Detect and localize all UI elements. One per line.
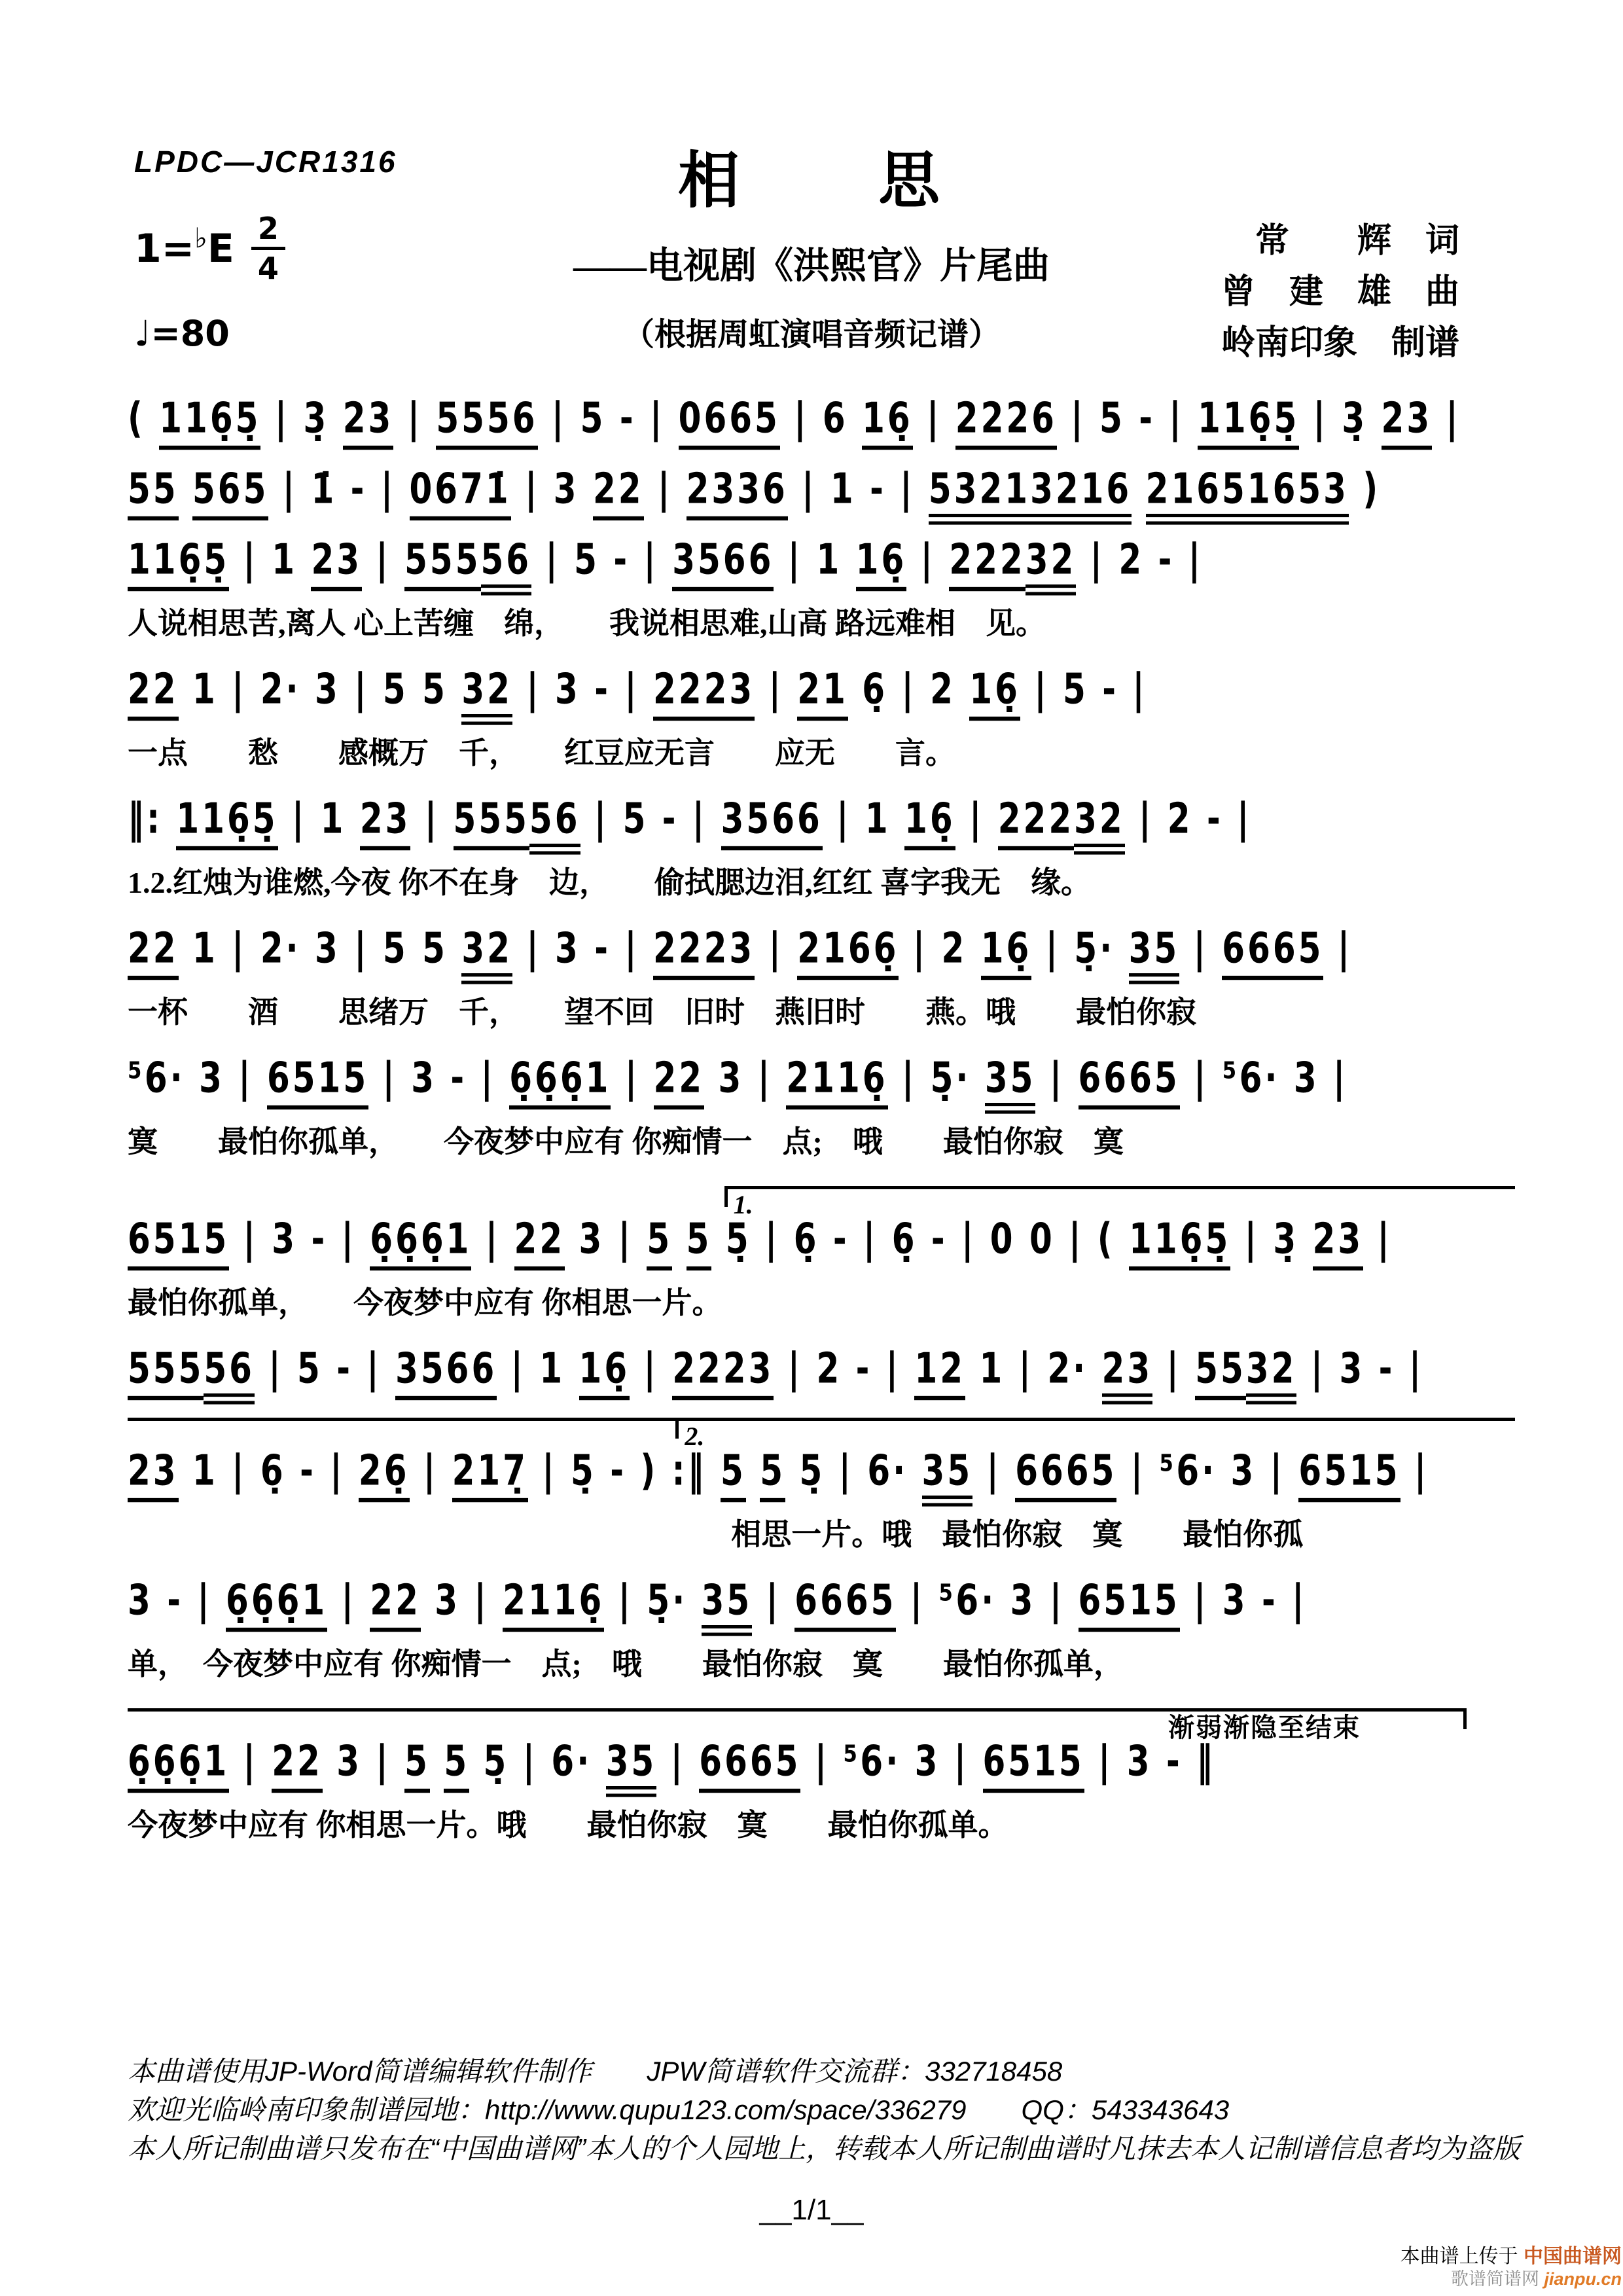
music-system-1 [128, 391, 1515, 448]
music-system-7 [128, 1051, 1515, 1166]
watermark [1400, 2244, 1622, 2291]
lyrics-line-5: 1.2.红烛为谁燃,今夜 你不在身 边， 偷拭腮边泪,红红 喜字我无 缘。 [128, 866, 1091, 899]
music-score [128, 391, 1515, 1864]
page-number: __1/1__ [759, 2194, 864, 2226]
lyricist-credit: 常 辉 词 [1255, 223, 1459, 260]
lyrics-line-6: 一杯 酒 思绪万 千， 望不回 旧时 燕旧时 燕。哦 最怕你寂 [128, 996, 1196, 1029]
lyrics-line-10: 相思一片。哦 最怕你寂 寞 最怕你孤 [731, 1518, 1304, 1551]
lyrics-line-3: 人说相思苦,离人 心上苦缠 绵， 我说相思难,山高 路远难相 见。 [128, 607, 1046, 640]
music-system-11 [128, 1573, 1515, 1689]
music-system-5 [128, 792, 1515, 907]
notation-line-6: 22 1 | 2· 3 | 5 5 32 | 3 - | 2223 | 2166̣ | 2 16̣ | 5̣· 35 | 6665 | [128, 912, 1515, 984]
notation-line-5: ‖: 116̣5̣ | 1 23 | 55556 | 5 - | 3566 | 1 16̣ | 22232 | 2 - | [128, 783, 1515, 855]
key-prefix: 1= [134, 225, 195, 272]
time-denominator: 4 [257, 251, 279, 286]
music-system-9 [128, 1342, 1515, 1398]
arranger-credit: 岭南印象 制谱 [1221, 325, 1459, 362]
transcription-note: （根据周虹演唱音频记谱） [622, 317, 1000, 352]
notation-line-9: 55556 | 5 - | 3566 | 1 16̣ | 2223 | 2 - | 12 1 | 2· 23 | 5532 | 3 - | [128, 1333, 1515, 1405]
music-system-10 [128, 1412, 1515, 1559]
notation-line-2: 55 565 | 1̇ - | 0671̇ | 3 22 | 2336 | 1 - | 53213216 21651653 ) [128, 453, 1515, 525]
music-system-8 [128, 1181, 1515, 1327]
page-title: 相 思 [677, 147, 945, 215]
music-system-4 [128, 662, 1515, 778]
volta-label: 1. [733, 1190, 753, 1219]
key-letter: E [207, 225, 234, 272]
lyrics-line-8: 最怕你孤单， 今夜梦中应有 你相思一片。 [128, 1286, 722, 1319]
dynamics-annotation: 渐弱渐隐至结束 [1168, 1713, 1361, 1742]
notation-line-11: 3 - | 6̣6̣6̣1 | 22 3 | 2116̣ | 5̣· 35 | 6665 | ⁵6· 3 | 6515 | 3 - | [128, 1564, 1515, 1636]
notation-line-3: 116̣5̣ | 1 23 | 55556 | 5 - | 3566 | 1 16̣ | 22232 | 2 - | [128, 524, 1515, 596]
footer-line-1: 本曲谱使用JP-Word简谱编辑软件制作 JPW简谱软件交流群：332718458 [128, 2056, 1063, 2087]
notation-line-1: ( 116̣5̣ | 3̣ 23 | 5556 | 5 - | 0665 | 6 16̣ | 2226 | 5 - | 116̣5̣ | 3̣ 23 | [128, 382, 1515, 454]
notation-line-4: 22 1 | 2· 3 | 5 5 32 | 3 - | 2223 | 21 6̣ | 2 16̣ | 5 - | [128, 653, 1515, 725]
notation-line-12: 6̣6̣6̣1 | 22 3 | 5 5 5̣ | 6· 35 | 6665 | ⁵6· 3 | 6515 | 3 - ‖ [128, 1725, 1515, 1797]
footer-line-3: 本人所记制曲谱只发布在“中国曲谱网”本人的个人园地上，转载本人所记制曲谱时凡抹去本人记制谱信息者均为盗版 [128, 2132, 1520, 2164]
lyrics-line-12: 今夜梦中应有 你相思一片。哦 最怕你寂 寞 最怕你孤单。 [128, 1808, 1008, 1842]
music-system-2 [128, 462, 1515, 518]
tempo-marking [134, 313, 230, 354]
lyrics-line-7: 寞 最怕你孤单， 今夜梦中应有 你痴情一 点; 哦 最怕你寂 寞 [128, 1125, 1124, 1158]
notation-line-8: 6515 | 3 - | 6̣6̣6̣1 | 22 3 | 5 5 5̣ | 6̣ - | 6̣ - | 0 0 | ( 116̣5̣ | 3̣ 23 | [128, 1203, 1515, 1275]
credits [1221, 216, 1459, 369]
watermark-name: 歌谱简谱网 [1450, 2269, 1539, 2289]
tempo-value: =80 [151, 313, 230, 354]
music-system-6 [128, 922, 1515, 1037]
notation-line-7: ⁵6· 3 | 6515 | 3 - | 6̣6̣6̣1 | 22 3 | 2116̣ | 5̣· 35 | 6665 | ⁵6· 3 | [128, 1042, 1515, 1114]
time-signature [251, 211, 285, 286]
catalog-number: LPDC—JCR1316 [134, 145, 397, 179]
music-system-3 [128, 533, 1515, 648]
flat-icon: ♭ [194, 222, 207, 254]
time-numerator: 2 [251, 213, 285, 250]
notation-line-10: 23 1 | 6̣ - | 26̣ | 217̣ | 5̣ - ) :‖ 5 5 5̣ | 6· 35 | 6665 | ⁵6· 3 | 6515 | [128, 1435, 1515, 1507]
composer-credit: 曾 建 雄 曲 [1221, 274, 1459, 311]
watermark-site-logo: 中国曲谱网 [1524, 2245, 1622, 2267]
music-system-12 [128, 1703, 1515, 1850]
key-signature [134, 211, 285, 286]
volta-label: 2. [685, 1422, 705, 1451]
footer-line-2: 欢迎光临岭南印象制谱园地：http://www.qupu123.com/space/336279 QQ：543343643 [128, 2094, 1230, 2125]
watermark-prefix: 本曲谱上传于 [1400, 2245, 1518, 2267]
quarter-note-icon: ♩ [134, 313, 151, 354]
lyrics-line-4: 一点 愁 感概万 千， 红豆应无言 应无 言。 [128, 736, 955, 770]
footer-notes [128, 2053, 1541, 2168]
subtitle: ——电视剧《洪熙官》片尾曲 [573, 246, 1050, 287]
lyrics-line-11: 单， 今夜梦中应有 你痴情一 点; 哦 最怕你寂 寞 最怕你孤单， [128, 1647, 1124, 1681]
watermark-url: jianpu.cn [1544, 2269, 1622, 2289]
